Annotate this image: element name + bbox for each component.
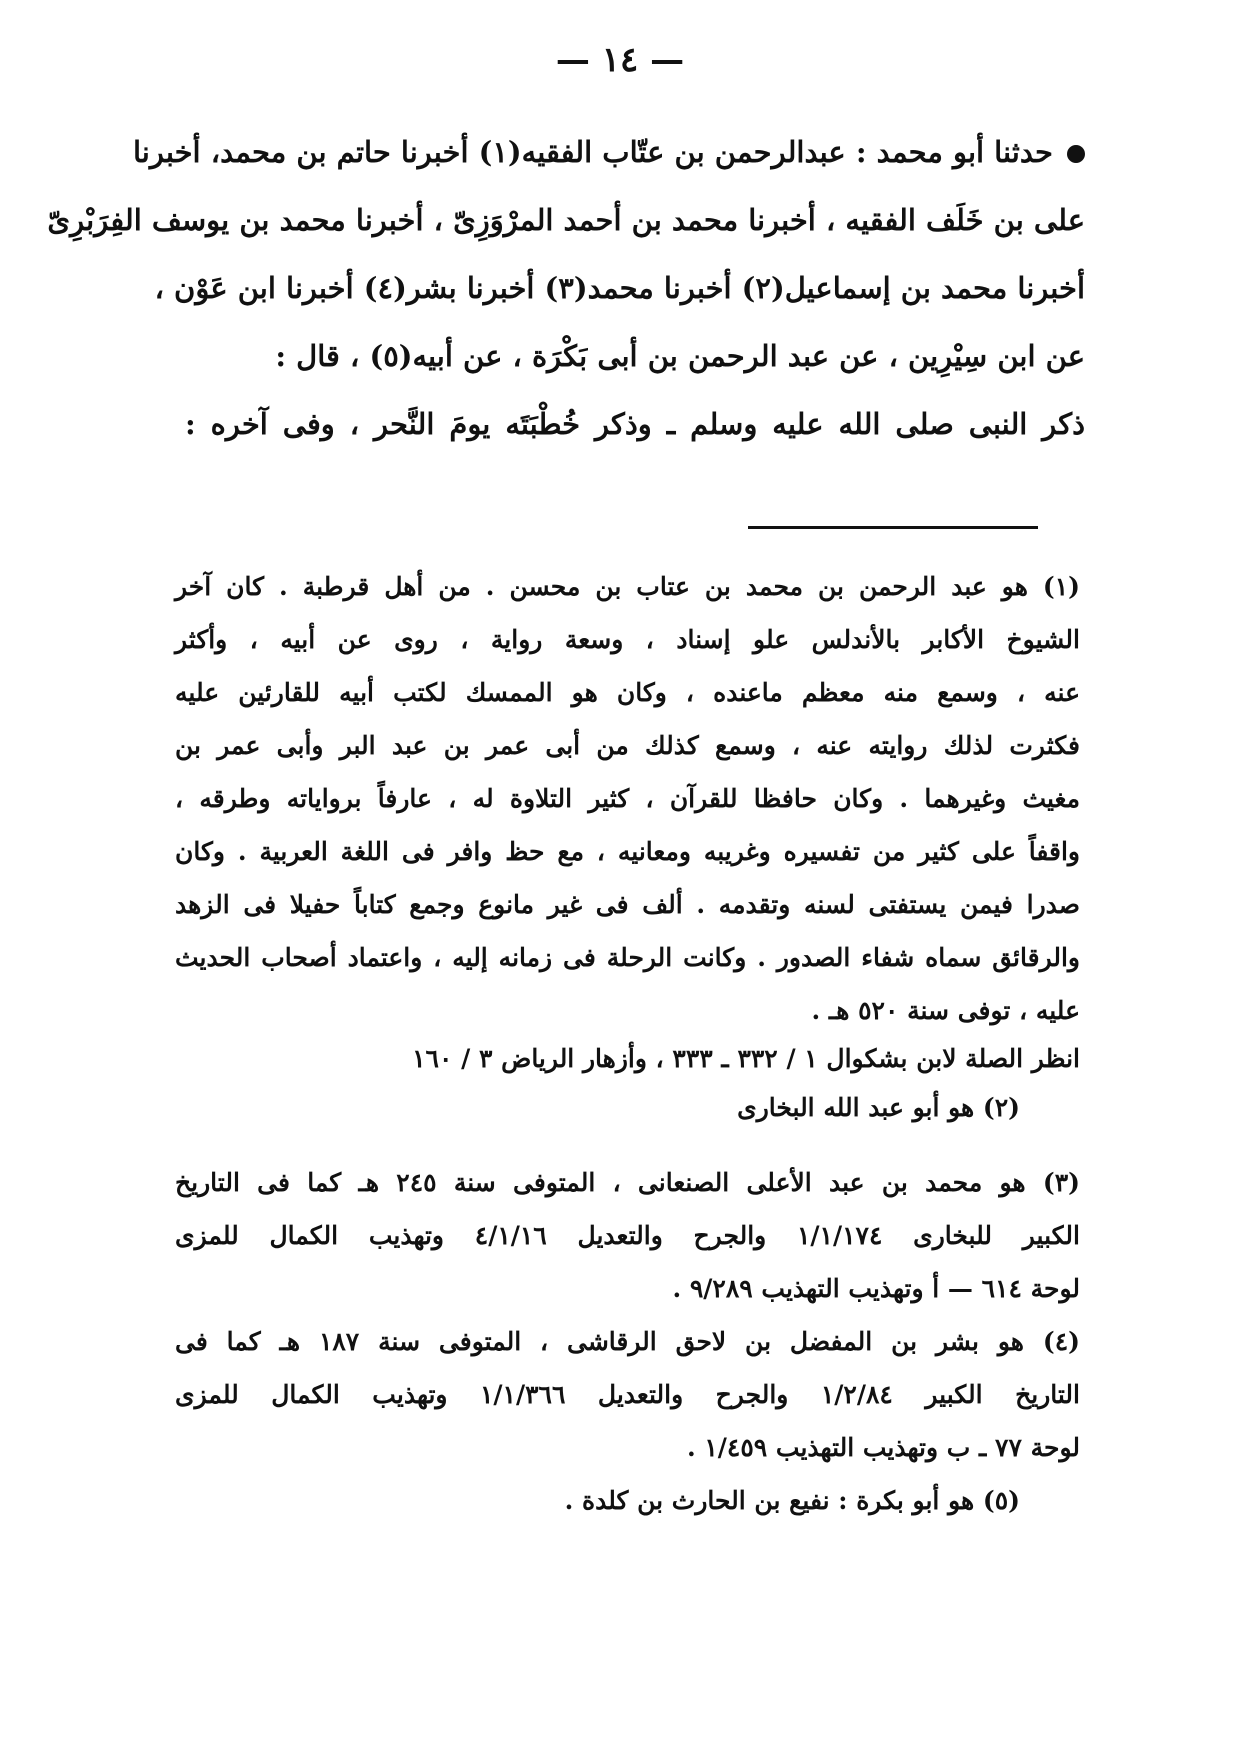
footnote-1-line-3: عنه ، وسمع منه معظم ماعنده ، وكان هو الممسك لكتب أبيه للقارئين عليه	[175, 678, 1080, 707]
footnote-3-line-1: (٣) هو محمد بن عبد الأعلى الصنعانى ، المتوفى سنة ٢٤٥ هـ كما فى التاريخ	[175, 1168, 1080, 1197]
page-number: — ١٤ —	[555, 40, 685, 80]
main-line-2: على بن خَلَف الفقيه ، أخبرنا محمد بن أحمد المرْوَزِىّ ، أخبرنا محمد بن يوسف الفِرَبْرِىّ	[47, 203, 1085, 237]
main-line-1-text: حدثنا أبو محمد : عبدالرحمن بن عتّاب الفقيه(١) أخبرنا حاتم بن محمد، أخبرنا	[132, 135, 1053, 169]
footnote-1-line-7: صدرا فيمن يستفتى لسنه وتقدمه . ألف فى غير مانوع وجمع كتاباً حفيلا فى الزهد	[175, 890, 1080, 919]
footnote-1-line-5: مغيث وغيرهما . وكان حافظا للقرآن ، كثير التلاوة له ، عارفاً برواياته وطرقه ،	[175, 784, 1080, 813]
footnote-1-source: انظر الصلة لابن بشكوال ١ / ٣٣٢ ـ ٣٣٣ ، وأزهار الرياض ٣ / ١٦٠	[412, 1044, 1080, 1073]
footnote-3-line-3: لوحة ٦١٤ — أ وتهذيب التهذيب ٩/٢٨٩ .	[672, 1274, 1080, 1303]
footnote-gap	[175, 1134, 1080, 1156]
footnote-1	[175, 560, 1080, 1081]
footnote-1-line-9: عليه ، توفى سنة ٥٢٠ هـ .	[811, 996, 1080, 1025]
main-line-1	[132, 118, 1085, 186]
footnote-4	[175, 1315, 1080, 1474]
footnote-4-line-3: لوحة ٧٧ ـ ب وتهذيب التهذيب ١/٤٥٩ .	[686, 1433, 1080, 1462]
footnote-divider	[748, 526, 1038, 529]
footnote-1-line-4: فكثرت لذلك روايته عنه ، وسمع كذلك من أبى عمر بن عبد البر وأبى عمر بن	[175, 731, 1080, 760]
footnote-5	[175, 1474, 1080, 1527]
footnote-4-line-1: (٤) هو بشر بن المفضل بن لاحق الرقاشى ، المتوفى سنة ١٨٧ هـ كما فى	[175, 1327, 1080, 1356]
footnotes	[175, 560, 1080, 1527]
footnote-1-line-2: الشيوخ الأكابر بالأندلس علو إسناد ، وسعة رواية ، روى عن أبيه ، وأكثر	[175, 625, 1080, 654]
footnote-1-line-6: واقفاً على كثير من تفسيره وغريبه ومعانيه ، مع حظ وافر فى اللغة العربية . وكان	[175, 837, 1080, 866]
bullet-icon	[1067, 145, 1085, 163]
footnote-3-line-2: الكبير للبخارى ١/١/١٧٤ والجرح والتعديل ٤/١/١٦ وتهذيب الكمال للمزى	[175, 1221, 1080, 1250]
footnote-2	[175, 1081, 1080, 1134]
footnote-1-line-1: (١) هو عبد الرحمن بن محمد بن عتاب بن محسن . من أهل قرطبة . كان آخر	[175, 572, 1080, 601]
footnote-3	[175, 1156, 1080, 1315]
footnote-5-line-1: (٥) هو أبو بكرة : نفيع بن الحارث بن كلدة .	[564, 1486, 1020, 1515]
footnote-1-line-8: والرقائق سماه شفاء الصدور . وكانت الرحلة فى زمانه إليه ، واعتماد أصحاب الحديث	[175, 943, 1080, 972]
hadith-text	[47, 118, 1085, 458]
main-line-5: ذكر النبى صلى الله عليه وسلم ـ وذكر خُطْبَتَه يومَ النَّحر ، وفى آخره :	[185, 407, 1085, 441]
footnote-2-line-1: (٢) هو أبو عبد الله البخارى	[737, 1093, 1020, 1122]
main-line-4: عن ابن سِيْرِين ، عن عبد الرحمن بن أبى بَكْرَة ، عن أبيه(٥) ، قال :	[275, 339, 1085, 373]
main-line-3: أخبرنا محمد بن إسماعيل(٢) أخبرنا محمد(٣) أخبرنا بشر(٤) أخبرنا ابن عَوْن ،	[154, 271, 1085, 305]
footnote-4-line-2: التاريخ الكبير ١/٢/٨٤ والجرح والتعديل ١/١/٣٦٦ وتهذيب الكمال للمزى	[175, 1380, 1080, 1409]
